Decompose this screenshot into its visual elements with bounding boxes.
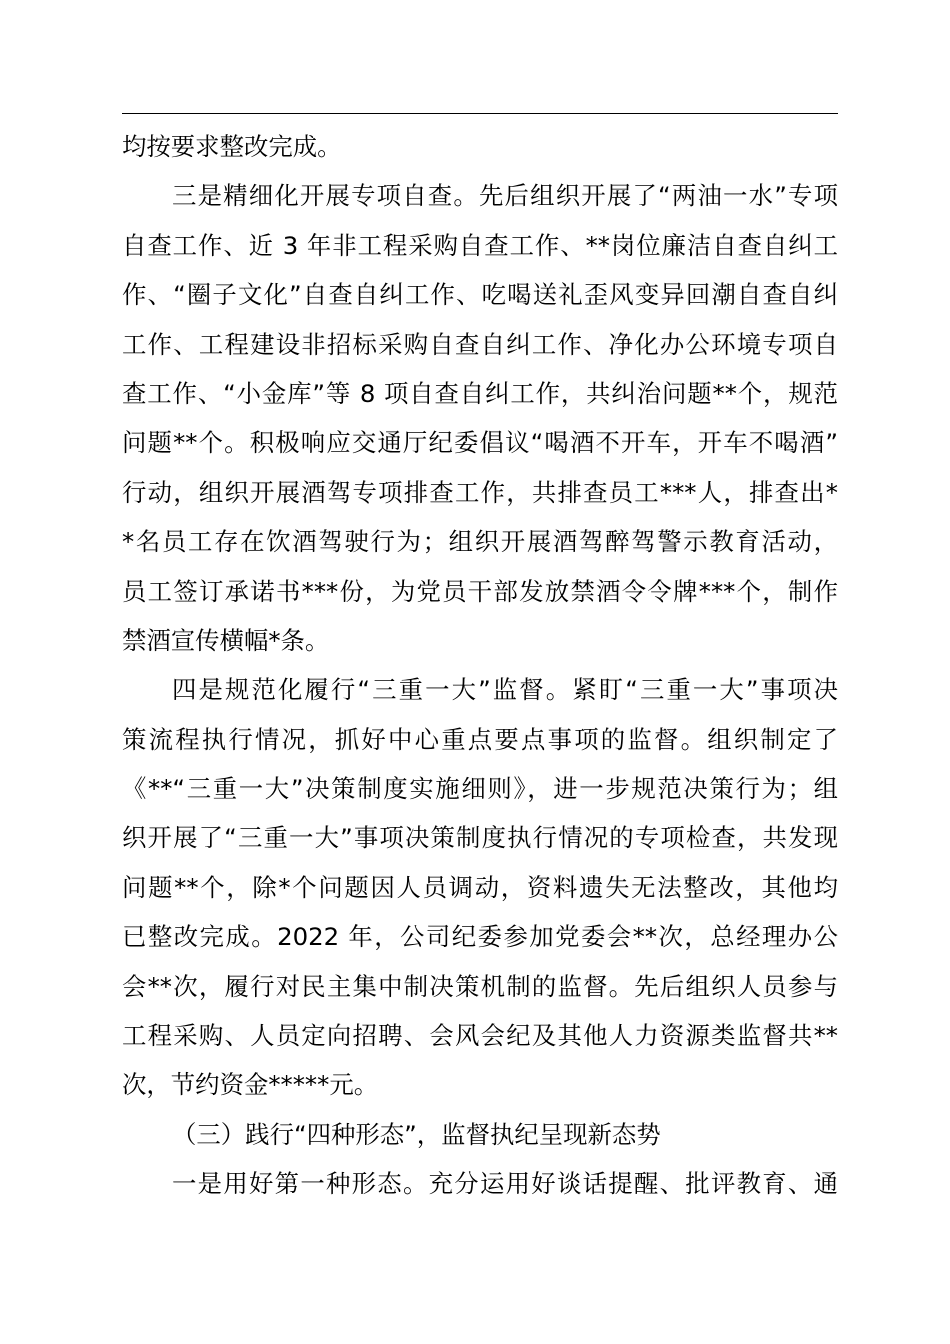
text-line: 一是用好第一种形态。充分运用好谈话提醒、批评教育、通 — [172, 1169, 838, 1199]
document-body — [122, 122, 838, 1209]
text-line: 作、“圈子文化”自查自纠工作、吃喝送礼歪风变异回潮自查自纠 — [122, 280, 838, 310]
text-line: 三是精细化开展专项自查。先后组织开展了“两油一水”专项 — [172, 181, 838, 211]
text-line: 行动，组织开展酒驾专项排查工作，共排查员工***人，排查出* — [122, 477, 838, 507]
text-line: 工作、工程建设非招标采购自查自纠工作、净化办公环境专项自 — [122, 329, 838, 359]
text-line: 均按要求整改完成。 — [122, 132, 342, 161]
text-line: 自查工作、近 3 年非工程采购自查工作、**岗位廉洁自查自纠工 — [122, 230, 838, 260]
text-line: 问题**个，除*个问题因人员调动，资料遗失无法整改，其他均 — [122, 872, 838, 902]
text-line: 已整改完成。2022 年，公司纪委参加党委会**次，总经理办公 — [122, 922, 838, 952]
text-line: 问题**个。积极响应交通厅纪委倡议“喝酒不开车，开车不喝酒” — [122, 428, 838, 458]
text-line: 《**“三重一大”决策制度实施细则》，进一步规范决策行为；组 — [122, 774, 838, 804]
text-line: 工程采购、人员定向招聘、会风会纪及其他人力资源类监督共** — [122, 1021, 838, 1051]
text-line: 策流程执行情况，抓好中心重点要点事项的监督。组织制定了 — [122, 724, 838, 754]
text-line: 四是规范化履行“三重一大”监督。紧盯“三重一大”事项决 — [172, 675, 838, 705]
text-line: 禁酒宣传横幅*条。 — [122, 625, 330, 655]
text-line: 次，节约资金*****元。 — [122, 1070, 379, 1100]
text-line: *名员工存在饮酒驾驶行为；组织开展酒驾醉驾警示教育活动， — [122, 527, 838, 557]
text-line: （三）践行“四种形态”，监督执纪呈现新态势 — [172, 1119, 661, 1149]
text-line: 织开展了“三重一大”事项决策制度执行情况的专项检查，共发现 — [122, 823, 838, 853]
text-line: 会**次，履行对民主集中制决策机制的监督。先后组织人员参与 — [122, 971, 838, 1001]
header-rule — [122, 113, 838, 114]
text-line: 查工作、“小金库”等 8 项自查自纠工作，共纠治问题**个，规范 — [122, 378, 838, 408]
text-line: 员工签订承诺书***份，为党员干部发放禁酒令令牌***个，制作 — [122, 576, 838, 606]
